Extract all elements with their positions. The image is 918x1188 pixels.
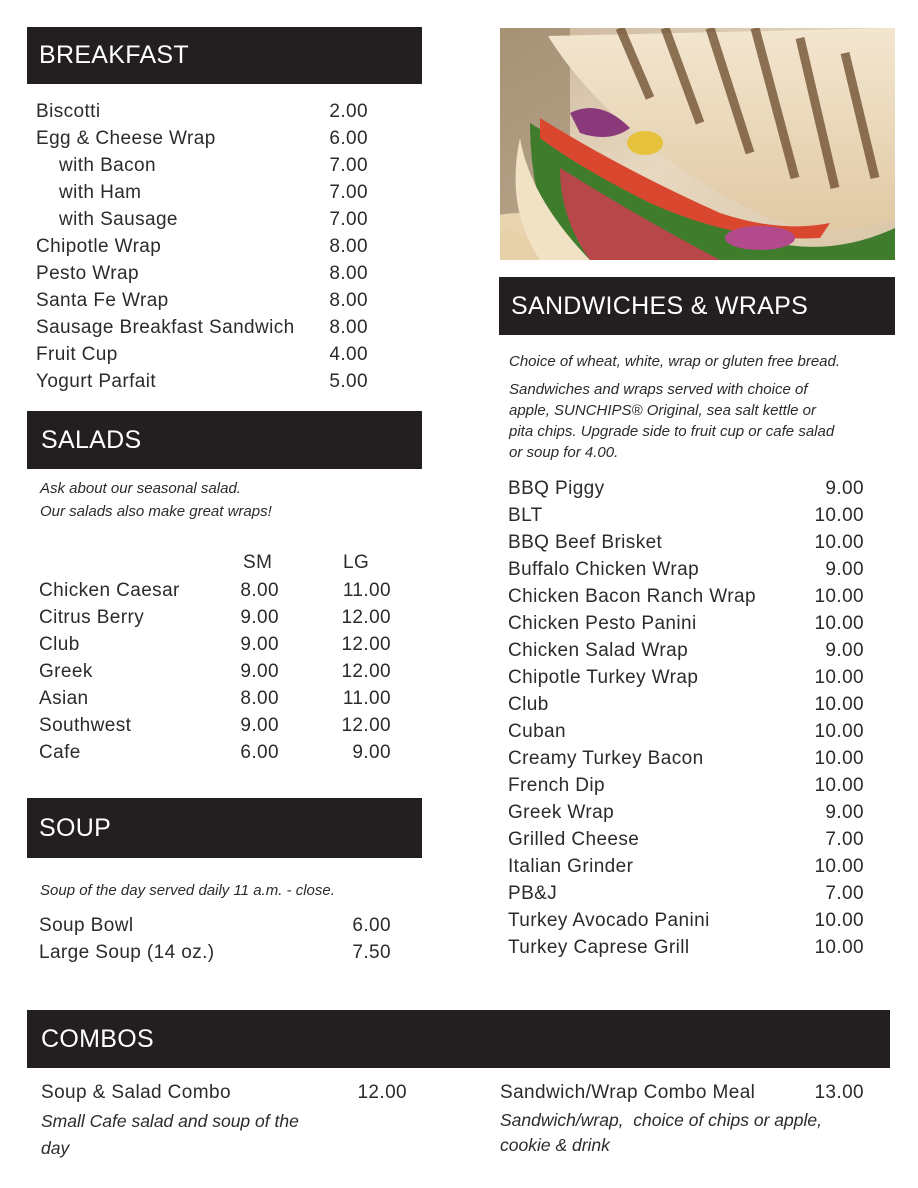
salad-item (39, 658, 399, 685)
sandwich-item-name: French Dip (508, 775, 605, 796)
soup-header (27, 798, 422, 858)
sandwich-item (508, 637, 868, 664)
salads-header (27, 411, 422, 469)
sandwich-item (508, 772, 868, 799)
sandwiches-header (499, 277, 895, 335)
sandwich-item-price: 7.00 (825, 883, 864, 904)
combo-right (500, 1079, 864, 1106)
breakfast-item (59, 152, 376, 179)
combo-left-desc-2: day (41, 1138, 70, 1158)
salad-item-sm: 6.00 (240, 742, 279, 763)
sandwich-item-name: Creamy Turkey Bacon (508, 748, 704, 769)
salad-item-sm: 9.00 (240, 661, 279, 682)
salads-col-sm (243, 549, 272, 576)
sandwich-photo (500, 28, 895, 260)
breakfast-header (27, 27, 422, 84)
soup-item-price: 7.50 (352, 942, 391, 963)
soup-item-name: Soup Bowl (39, 915, 134, 936)
sandwich-item (508, 529, 868, 556)
breakfast-item-name: Chipotle Wrap (36, 236, 162, 257)
sandwich-item-price: 10.00 (814, 586, 864, 607)
sandwich-item-name: Turkey Caprese Grill (508, 937, 690, 958)
sandwiches-note-2-line: Sandwiches and wraps served with choice of (509, 381, 808, 398)
sandwich-item (508, 934, 868, 961)
breakfast-item-name: with Ham (59, 182, 142, 203)
breakfast-item-price: 7.00 (329, 155, 368, 176)
breakfast-item-name: Biscotti (36, 101, 101, 122)
sandwich-item-price: 10.00 (814, 721, 864, 742)
sandwich-item-price: 9.00 (825, 640, 864, 661)
sandwich-item-price: 10.00 (814, 694, 864, 715)
salad-item-sm: 9.00 (240, 715, 279, 736)
salad-item-name: Cafe (39, 742, 81, 763)
salad-item-name: Greek (39, 661, 93, 682)
sandwich-item (508, 610, 868, 637)
sandwich-item (508, 745, 868, 772)
salad-item-name: Asian (39, 688, 89, 709)
breakfast-item (36, 98, 376, 125)
sandwich-item (508, 475, 868, 502)
combo-right-desc-1: Sandwich/wrap, choice of chips or apple, (500, 1110, 822, 1130)
breakfast-item-price: 8.00 (329, 236, 368, 257)
breakfast-item (36, 233, 376, 260)
sandwich-item-price: 10.00 (814, 667, 864, 688)
salad-item (39, 604, 399, 631)
sandwich-item-price: 10.00 (814, 910, 864, 931)
sandwich-item-price: 9.00 (825, 559, 864, 580)
soup-item (39, 939, 399, 966)
breakfast-item (36, 314, 376, 341)
breakfast-item-name: Santa Fe Wrap (36, 290, 169, 311)
breakfast-item-name: Fruit Cup (36, 344, 118, 365)
salads-col-lg (343, 549, 369, 576)
salad-item-sm: 9.00 (240, 607, 279, 628)
salad-item-sm: 8.00 (240, 580, 279, 601)
breakfast-item-price: 6.00 (329, 128, 368, 149)
breakfast-item-price: 7.00 (329, 209, 368, 230)
sandwich-item (508, 691, 868, 718)
sandwich-item-name: Turkey Avocado Panini (508, 910, 710, 931)
sandwich-item-price: 9.00 (825, 802, 864, 823)
sandwich-item-name: Greek Wrap (508, 802, 615, 823)
breakfast-item-price: 8.00 (329, 317, 368, 338)
breakfast-item (36, 125, 376, 152)
salad-item-sm: 9.00 (240, 634, 279, 655)
salad-item-lg: 12.00 (341, 634, 391, 655)
salad-item-lg: 11.00 (342, 580, 391, 601)
salad-item-lg: 12.00 (341, 715, 391, 736)
sandwich-item (508, 853, 868, 880)
sandwich-item (508, 583, 868, 610)
salad-item (39, 685, 399, 712)
combo-right-desc-2: cookie & drink (500, 1135, 610, 1155)
soup-item-name: Large Soup (14 oz.) (39, 942, 215, 963)
breakfast-item-price: 2.00 (329, 101, 368, 122)
breakfast-item (36, 368, 376, 395)
combo-left-name: Soup & Salad Combo (41, 1082, 231, 1103)
sandwich-item-name: BLT (508, 505, 543, 526)
salad-item-lg: 12.00 (341, 607, 391, 628)
sandwiches-note-2-line: pita chips. Upgrade side to fruit cup or cafe salad (509, 423, 835, 440)
salad-item-name: Club (39, 634, 80, 655)
breakfast-item-name: Yogurt Parfait (36, 371, 157, 392)
sandwich-item-name: Chipotle Turkey Wrap (508, 667, 699, 688)
sandwich-item (508, 718, 868, 745)
breakfast-item (36, 287, 376, 314)
soup-item (39, 912, 399, 939)
combo-right-price: 13.00 (814, 1082, 864, 1103)
breakfast-item (59, 179, 376, 206)
sandwich-item-price: 10.00 (814, 775, 864, 796)
breakfast-item-price: 8.00 (329, 290, 368, 311)
combo-left (41, 1079, 407, 1106)
sandwich-item-name: Italian Grinder (508, 856, 634, 877)
sandwich-item (508, 799, 868, 826)
breakfast-item (36, 260, 376, 287)
salad-item-name: Citrus Berry (39, 607, 145, 628)
combos-header (27, 1010, 890, 1068)
salad-item-name: Southwest (39, 715, 132, 736)
salads-note-2: Our salads also make great wraps! (40, 503, 272, 520)
sandwich-item-price: 10.00 (814, 505, 864, 526)
combo-left-desc-1: Small Cafe salad and soup of the (41, 1111, 299, 1131)
sandwich-item-price: 10.00 (814, 613, 864, 634)
breakfast-item-price: 8.00 (329, 263, 368, 284)
sandwich-item-name: Cuban (508, 721, 566, 742)
salad-item (39, 577, 399, 604)
sandwich-item-price: 10.00 (814, 856, 864, 877)
breakfast-item-name: with Bacon (59, 155, 156, 176)
breakfast-item-name: Egg & Cheese Wrap (36, 128, 216, 149)
combo-left-price: 12.00 (357, 1082, 407, 1103)
sandwich-item-name: BBQ Beef Brisket (508, 532, 663, 553)
salads-col-lg-label: LG (343, 552, 370, 573)
sandwich-item-name: Chicken Salad Wrap (508, 640, 689, 661)
soup-item-price: 6.00 (352, 915, 391, 936)
breakfast-item-price: 7.00 (329, 182, 368, 203)
sandwiches-title: SANDWICHES & WRAPS (511, 291, 809, 320)
salads-col-sm-label: SM (243, 552, 273, 573)
soup-note: Soup of the day served daily 11 a.m. - close. (40, 882, 335, 899)
sandwich-item-name: Chicken Bacon Ranch Wrap (508, 586, 756, 607)
sandwich-item-name: Club (508, 694, 549, 715)
sandwich-item (508, 826, 868, 853)
sandwich-item-price: 10.00 (814, 748, 864, 769)
salad-item-sm: 8.00 (240, 688, 279, 709)
sandwich-item (508, 907, 868, 934)
breakfast-item-price: 4.00 (329, 344, 368, 365)
breakfast-item-name: Sausage Breakfast Sandwich (36, 317, 295, 338)
salad-item (39, 631, 399, 658)
sandwich-item-price: 10.00 (814, 937, 864, 958)
salad-item (39, 739, 399, 766)
salad-item-lg: 9.00 (352, 742, 391, 763)
salads-title: SALADS (41, 425, 142, 454)
breakfast-title: BREAKFAST (39, 41, 189, 69)
sandwich-item-price: 7.00 (825, 829, 864, 850)
salad-item (39, 712, 399, 739)
sandwich-item-price: 9.00 (825, 478, 864, 499)
panini-image (500, 28, 895, 260)
sandwiches-note-1: Choice of wheat, white, wrap or gluten free bread. (509, 353, 841, 370)
sandwiches-note-2-line: or soup for 4.00. (509, 444, 619, 461)
sandwich-item-price: 10.00 (814, 532, 864, 553)
sandwich-item (508, 502, 868, 529)
combos-title: COMBOS (41, 1024, 154, 1053)
sandwich-item-name: BBQ Piggy (508, 478, 605, 499)
sandwich-item-name: Buffalo Chicken Wrap (508, 559, 700, 580)
soup-title: SOUP (39, 813, 112, 842)
breakfast-item-price: 5.00 (329, 371, 368, 392)
breakfast-item (59, 206, 376, 233)
sandwich-item (508, 556, 868, 583)
salad-item-lg: 11.00 (342, 688, 391, 709)
combo-right-name: Sandwich/Wrap Combo Meal (500, 1082, 756, 1103)
sandwich-item-name: Grilled Cheese (508, 829, 640, 850)
salad-item-name: Chicken Caesar (39, 580, 180, 601)
breakfast-item (36, 341, 376, 368)
sandwich-item-name: Chicken Pesto Panini (508, 613, 697, 634)
sandwich-item (508, 880, 868, 907)
salad-item-lg: 12.00 (341, 661, 391, 682)
breakfast-item-name: with Sausage (59, 209, 178, 230)
sandwiches-note-2-line: apple, SUNCHIPS® Original, sea salt kettle or (509, 402, 817, 419)
sandwich-item-name: PB&J (508, 883, 558, 904)
sandwich-item (508, 664, 868, 691)
breakfast-item-name: Pesto Wrap (36, 263, 139, 284)
salads-note-1: Ask about our seasonal salad. (40, 480, 241, 497)
